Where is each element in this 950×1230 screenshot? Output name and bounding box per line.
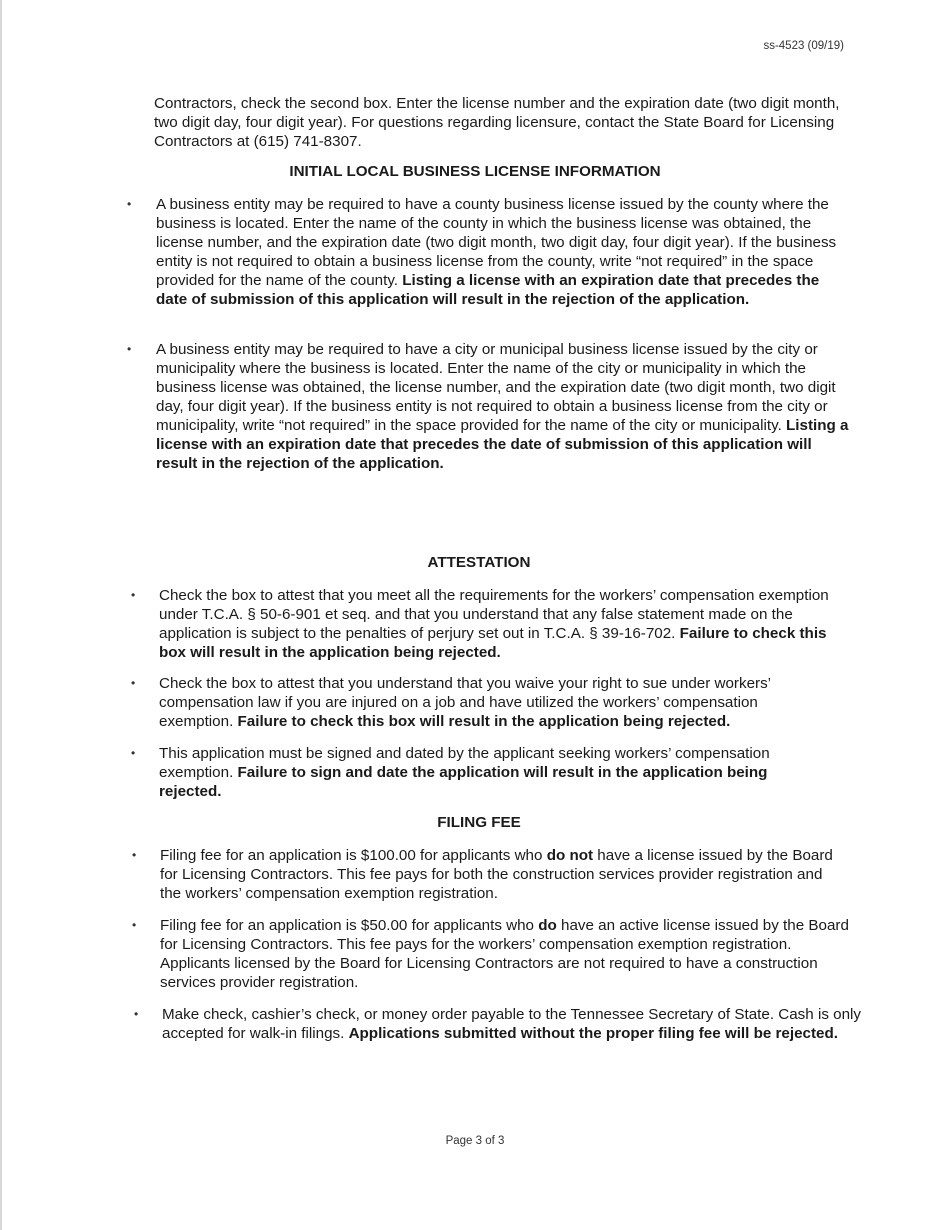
bullet-emphasis: do not <box>546 847 594 864</box>
intro-paragraph: Contractors, check the second box. Enter the license number and the expiration date (two digit month, two digit day, four digit year). For questions regarding licensure, contact the State Board for Licensing Contractors at (615) 741-8307. <box>154 95 840 150</box>
bullet-text-continued: have an active license issued by the Board for Licensing Contractors. This fee pays for the workers’ compensation exemption registration. Applicants licensed by the Board for Licensing Contractors are not required to have a construction services provider registration. <box>160 917 849 991</box>
bullet-text-continued: have a license issued by the Board for Licensing Contractors. This fee pays for both the construction services provider registration and the workers’ compensation exemption registration. <box>160 847 833 902</box>
bullet-emphasis: do <box>538 917 557 934</box>
bullet-text: Check the box to attest that you understand that you waive your right to sue under workers’ compensation law if you are injured on a job and have utilized the workers’ compensation exemption. <box>159 675 771 730</box>
bullet-text: This application must be signed and dated by the applicant seeking workers’ compensation exemption. <box>159 745 770 781</box>
section-heading-filing-fee: FILING FEE <box>437 814 521 831</box>
bullet-icon: • <box>132 848 137 862</box>
bullet-warning: Listing a license with an expiration date that precedes the date of submission of this application will result in the rejection of the application. <box>156 417 849 472</box>
form-number: ss-4523 (09/19) <box>763 40 844 52</box>
bullet-text: Filing fee for an application is $100.00 for applicants who <box>160 847 547 864</box>
bullet-text: A business entity may be required to have a county business license issued by the county where the business is located. Enter the name of the county in which the business license was obtained, the license number, and the expiration date (two digit month, two digit day, four digit year). If the business entity is not required to obtain a business license from the county, write “not required” in the space provided for the name of the county. <box>156 196 837 289</box>
bullet-icon: • <box>131 746 136 760</box>
bullet-warning: Listing a license with an expiration date that precedes the date of submission of this application will result in the rejection of the application. <box>156 272 820 308</box>
section-heading-local-license: INITIAL LOCAL BUSINESS LICENSE INFORMATION <box>289 163 661 180</box>
bullet-icon: • <box>127 342 132 356</box>
bullet-icon: • <box>131 676 136 690</box>
bullet-warning: Applications submitted without the proper filing fee will be rejected. <box>348 1025 838 1042</box>
bullet-icon: • <box>132 918 137 932</box>
bullet-icon: • <box>131 588 136 602</box>
bullet-text: Check the box to attest that you meet all the requirements for the workers’ compensation exemption under T.C.A. § 50-6-901 et seq. and that you understand that any false statement made on the application is subject to the penalties of perjury set out in T.C.A. § 39-16-702. <box>159 587 829 642</box>
bullet-warning: Failure to check this box will result in the application being rejected. <box>237 713 731 730</box>
bullet-text: A business entity may be required to have a city or municipal business license issued by the city or municipality where the business is located. Enter the name of the city or municipality in which the business license was obtained, the license number, and the expiration date (two digit month, two digit day, four digit year). If the business entity is not required to obtain a business license from the city or municipality, write “not required” in the space provided for the name of the city or municipality. <box>156 341 836 434</box>
bullet-icon: • <box>134 1007 139 1021</box>
bullet-text: Filing fee for an application is $50.00 for applicants who <box>160 917 539 934</box>
bullet-icon: • <box>127 197 132 211</box>
bullet-warning: Failure to sign and date the application will result in the application being rejected. <box>159 764 768 800</box>
scan-edge <box>0 0 2 1230</box>
bullet-text: Make check, cashier’s check, or money order payable to the Tennessee Secretary of State. Cash is only accepted for walk-in filings. <box>162 1006 861 1042</box>
bullet-warning: Failure to check this box will result in the application being rejected. <box>159 625 827 661</box>
section-heading-attestation: ATTESTATION <box>427 554 531 571</box>
page-number: Page 3 of 3 <box>445 1135 505 1147</box>
